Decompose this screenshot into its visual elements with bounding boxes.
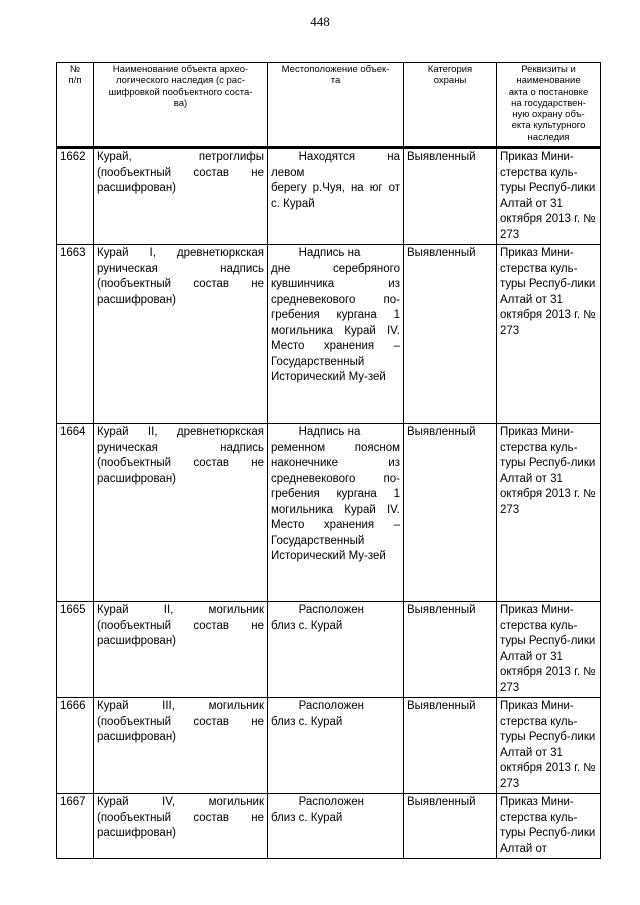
act-requisites: Приказ Мини-стерства куль-туры Респуб-лики Алтай от (497, 794, 601, 859)
object-location (268, 794, 404, 859)
object-location (268, 698, 404, 794)
act-requisites: Приказ Мини-стерства куль-туры Респуб-лики Алтай от 31 октября 2013 г. № 273 (497, 698, 601, 794)
act-requisites: Приказ Мини-стерства куль-туры Респуб-лики Алтай от 31 октября 2013 г. № 273 (497, 245, 601, 424)
protection-category: Выявленный (404, 794, 497, 859)
table-row (57, 698, 601, 794)
location-lead: Находятся на левом (271, 151, 400, 179)
row-number: 1665 (57, 602, 94, 698)
act-requisites: Приказ Мини-стерства куль-туры Респуб-лики Алтай от 31 октября 2013 г. № 273 (497, 424, 601, 602)
page-number: 448 (310, 14, 330, 29)
object-name: Курай II, могильник (пообъектный состав не расшифрован) (94, 602, 268, 698)
object-location (268, 245, 404, 424)
row-number: 1667 (57, 794, 94, 859)
table-row (57, 794, 601, 859)
object-location (268, 424, 404, 602)
row-number: 1662 (57, 148, 94, 245)
header-name: Наименование объекта архео- логического наследия (с рас- шифровкой пообъектного соста- ва) (94, 63, 268, 147)
header-category: Категория охраны (404, 63, 497, 147)
object-name: Курай, петроглифы (пообъектный состав не расшифрован) (94, 148, 268, 245)
row-number: 1664 (57, 424, 94, 602)
location-lead: Надпись на (298, 426, 361, 439)
header-location: Местоположение объек- та (268, 63, 404, 147)
location-text: дне серебряного кувшинчика из средневекового по-гребения кургана 1 могильника Курай IV. Место хранения – Государственный Исторический Му-зей (271, 262, 400, 384)
protection-category: Выявленный (404, 698, 497, 794)
header-num: № п/п (57, 63, 94, 147)
table-row (57, 148, 601, 245)
location-text: близ с. Курай (271, 619, 343, 632)
location-lead: Расположен (298, 604, 364, 617)
object-name: Курай IV, могильник (пообъектный состав не расшифрован) (94, 794, 268, 859)
location-lead: Расположен (298, 796, 364, 809)
table-body (57, 148, 601, 859)
header-requisites: Реквизиты и наименование акта о постановке на государствен- ную охрану объ- екта культурного наследия (497, 63, 601, 147)
location-text: близ с. Курай (271, 715, 343, 728)
object-name: Курай III, могильник (пообъектный состав не расшифрован) (94, 698, 268, 794)
location-lead: Надпись на (298, 247, 361, 260)
table-header (57, 63, 601, 149)
act-requisites: Приказ Мини-стерства куль-туры Респуб-лики Алтай от 31 октября 2013 г. № 273 (497, 602, 601, 698)
protection-category: Выявленный (404, 245, 497, 424)
table-row (57, 424, 601, 602)
row-number: 1666 (57, 698, 94, 794)
protection-category: Выявленный (404, 148, 497, 245)
location-lead: Расположен (298, 700, 364, 713)
act-requisites: Приказ Мини-стерства куль-туры Респуб-лики Алтай от 31 октября 2013 г. № 273 (497, 148, 601, 245)
location-text: близ с. Курай (271, 811, 343, 824)
object-name: Курай II, древнетюркская руническая надпись (пообъектный состав не расшифрован) (94, 424, 268, 602)
object-location (268, 148, 404, 245)
table-row (57, 245, 601, 424)
object-location (268, 602, 404, 698)
table-row (57, 602, 601, 698)
heritage-register-table (56, 62, 601, 859)
location-text: ременном поясном наконечнике из средневекового по-гребения кургана 1 могильника Курай IV. Место хранения – Государственный Исторический Му-зей (271, 441, 400, 563)
protection-category: Выявленный (404, 602, 497, 698)
protection-category: Выявленный (404, 424, 497, 602)
row-number: 1663 (57, 245, 94, 424)
object-name: Курай I, древнетюркская руническая надпись (пообъектный состав не расшифрован) (94, 245, 268, 424)
location-text: берегу р.Чуя, на юг от с. Курай (271, 182, 400, 210)
